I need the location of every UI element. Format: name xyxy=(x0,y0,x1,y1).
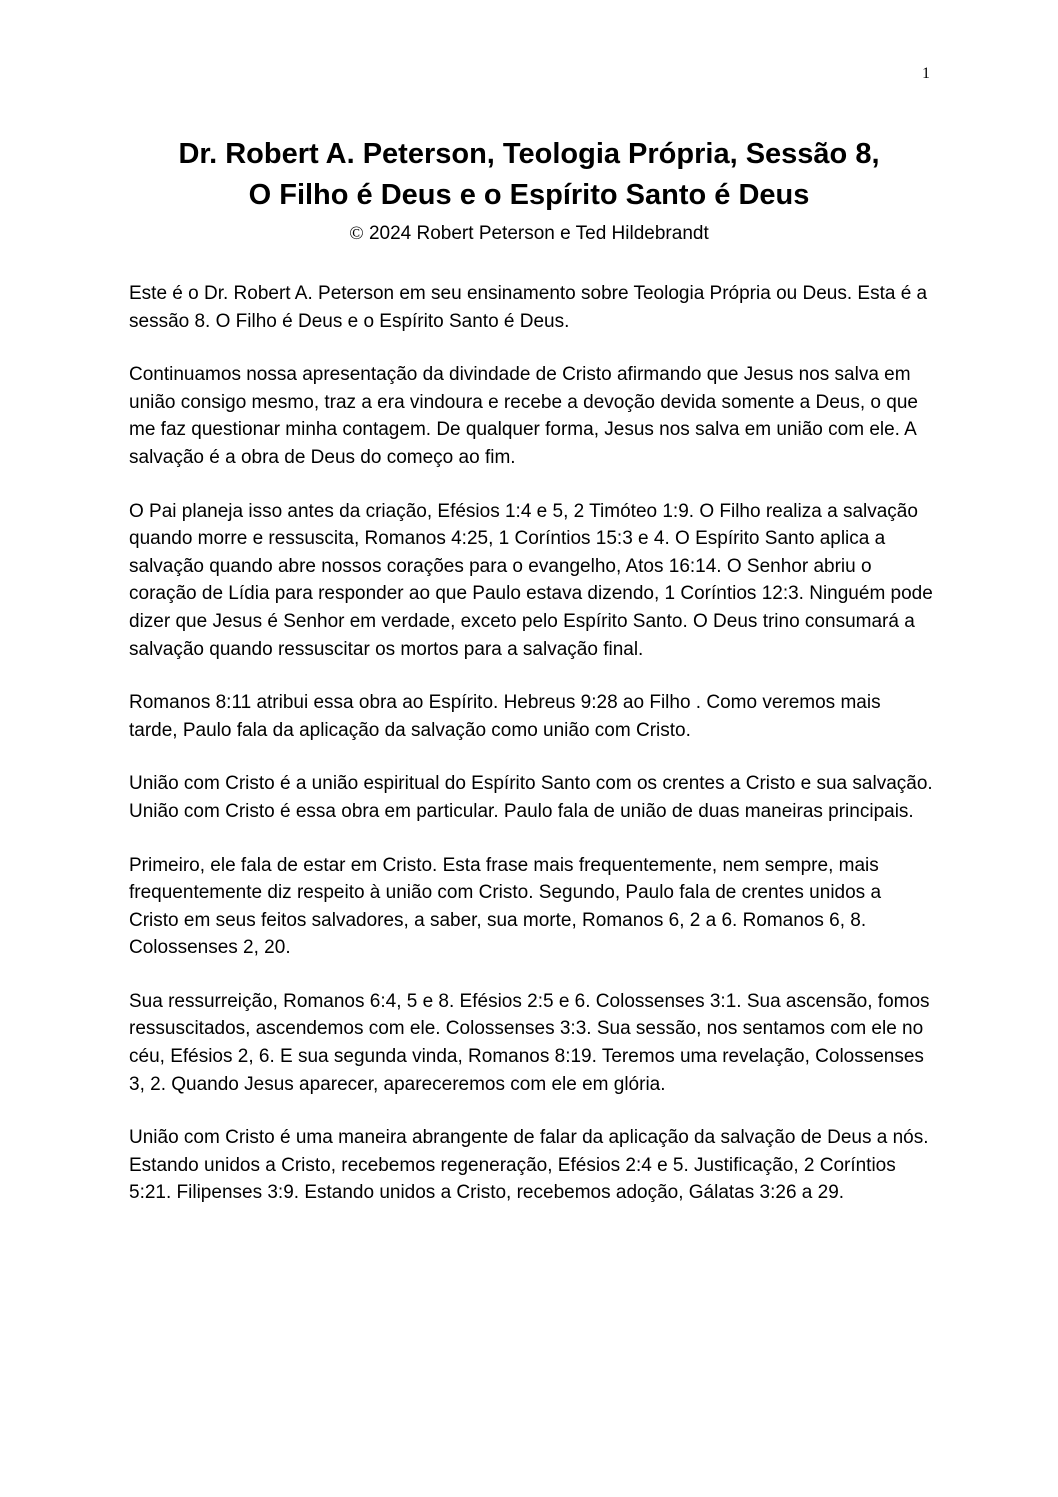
document-body xyxy=(129,280,934,1233)
paragraph-3: O Pai planeja isso antes da criação, Efésios 1:4 e 5, 2 Timóteo 1:9. O Filho realiza a salvação quando morre e ressuscita, Romanos 4:25, 1 Coríntios 15:3 e 4. O Espírito Santo aplica a salvação quando abre nossos corações para o evangelho, Atos 16:14. O Senhor abriu o coração de Lídia para responder ao que Paulo estava dizendo, 1 Coríntios 12:3. Ninguém pode dizer que Jesus é Senhor em verdade, exceto pelo Espírito Santo. O Deus trino consumará a salvação quando ressuscitar os mortos para a salvação final. xyxy=(129,500,933,660)
paragraph-7: Sua ressurreição, Romanos 6:4, 5 e 8. Efésios 2:5 e 6. Colossenses 3:1. Sua ascensão, fomos ressuscitados, ascendemos com ele. Colossenses 3:3. Sua sessão, nos sentamos com ele no céu, Efésios 2, 6. E sua segunda vinda, Romanos 8:19. Teremos uma revelação, Colossenses 3, 2. Quando Jesus aparecer, apareceremos com ele em glória. xyxy=(129,990,930,1095)
copyright-line xyxy=(100,221,958,247)
page-title xyxy=(100,134,958,216)
paragraph-5: União com Cristo é a união espiritual do Espírito Santo com os crentes a Cristo e sua salvação. União com Cristo é essa obra em particular. Paulo fala de união de duas maneiras principais. xyxy=(129,773,933,822)
paragraph-6: Primeiro, ele fala de estar em Cristo. Esta frase mais frequentemente, nem sempre, mais frequentemente diz respeito à união com Cristo. Segundo, Paulo fala de crentes unidos a Cristo em seus feitos salvadores, a saber, sua morte, Romanos 6, 2 a 6. Romanos 6, 8. Colossenses 2, 20. xyxy=(129,854,882,959)
paragraph-1: Este é o Dr. Robert A. Peterson em seu ensinamento sobre Teologia Própria ou Deus. Esta é a sessão 8. O Filho é Deus e o Espírito Santo é Deus. xyxy=(129,283,928,332)
title-line-2: O Filho é Deus e o Espírito Santo é Deus xyxy=(248,179,810,211)
paragraph-2: Continuamos nossa apresentação da divindade de Cristo afirmando que Jesus nos salva em união consigo mesmo, traz a era vindoura e recebe a devoção devida somente a Deus, o que me faz questionar minha contagem. De qualquer forma, Jesus nos salva em união com ele. A salvação é a obra de Deus do começo ao fim. xyxy=(129,364,918,468)
title-line-1: Dr. Robert A. Peterson, Teologia Própria, Sessão 8, xyxy=(178,138,880,170)
copyright-symbol: © xyxy=(349,223,364,244)
copyright-text: 2024 Robert Peterson e Ted Hildebrandt xyxy=(363,223,709,244)
paragraph-4: Romanos 8:11 atribui essa obra ao Espírito. Hebreus 9:28 ao Filho . Como veremos mais tarde, Paulo fala da aplicação da salvação como união com Cristo. xyxy=(129,692,881,741)
page-number: 1 xyxy=(922,65,930,82)
paragraph-8: União com Cristo é uma maneira abrangente de falar da aplicação da salvação de Deus a nós. Estando unidos a Cristo, recebemos regeneração, Efésios 2:4 e 5. Justificação, 2 Coríntios 5:21. Filipenses 3:9. Estando unidos a Cristo, recebemos adoção, Gálatas 3:26 a 29. xyxy=(129,1127,929,1204)
